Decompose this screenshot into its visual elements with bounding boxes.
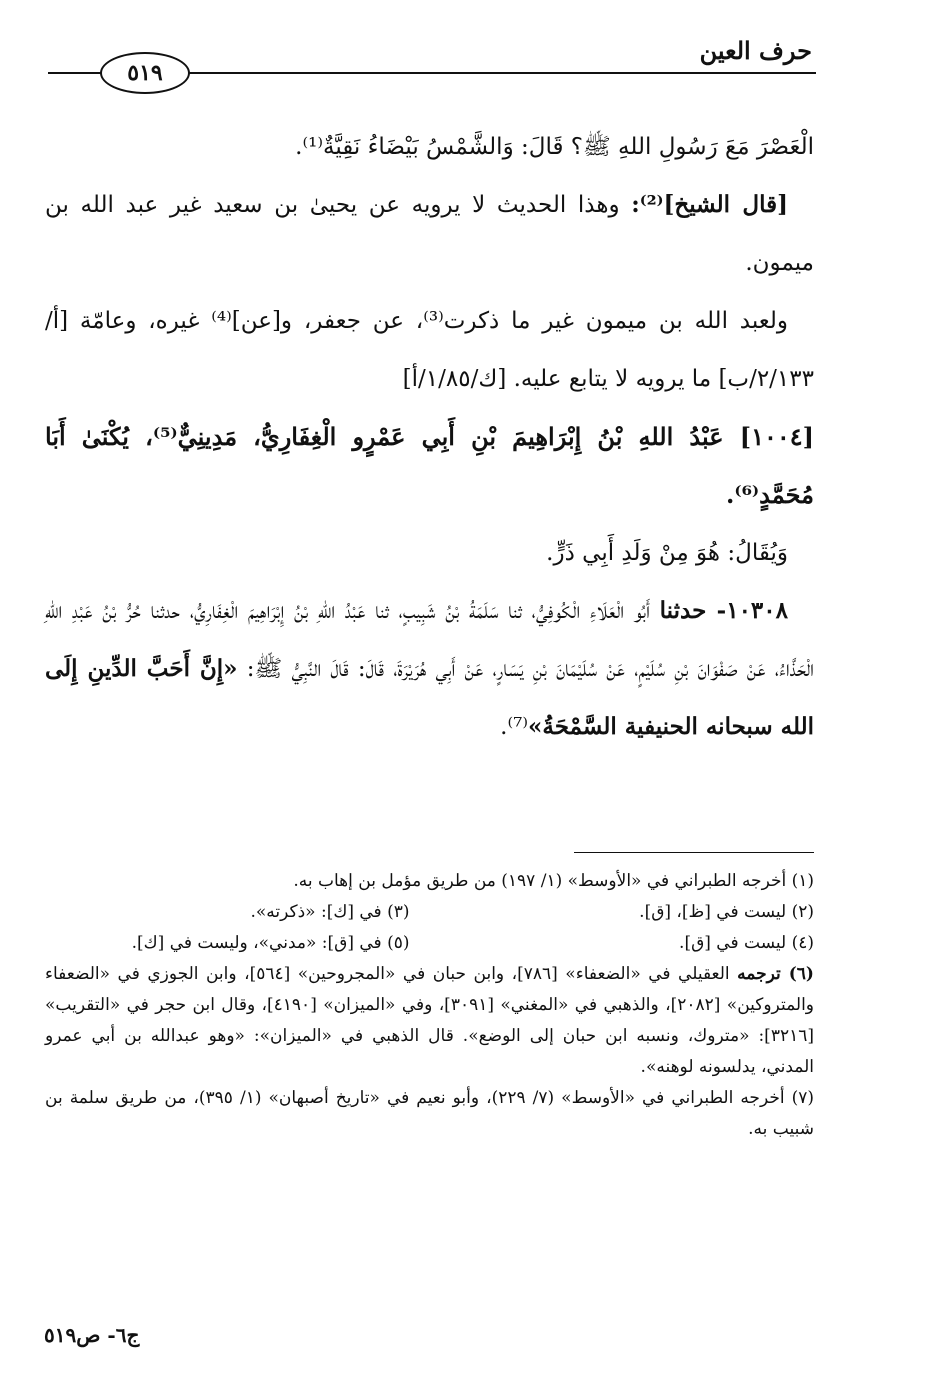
hadith-number: ١٠٣٠٨- حدثنا bbox=[659, 597, 788, 624]
page-number-badge bbox=[100, 52, 190, 94]
hadith-end: ⁽⁷⁾. bbox=[500, 714, 529, 740]
footnotes bbox=[45, 866, 814, 1145]
paragraph-4: وَيُقَالُ: هُوَ مِنْ وَلَدِ أَبِي ذَرٍّ. bbox=[546, 540, 788, 566]
footnote-2: (٢) ليست في [ظ]، [ق]. bbox=[639, 902, 814, 922]
volume-page-mark: ج٦- ص٥١٩ bbox=[44, 1323, 140, 1347]
footnote-3: (٣) في [ك]: «ذكرته». bbox=[250, 902, 410, 922]
paragraph-3: ولعبد الله بن ميمون غير ما ذكرت⁽³⁾، عن جعفر، و[عن]⁽⁴⁾ غيره، وعامّة [أ/٢/١٣٣/ب] ما يرويه لا يتابع عليه. [ك/١/٨٥/أ] bbox=[45, 308, 814, 392]
footnote-7: (٧) أخرجه الطبراني في «الأوسط» (٧/ ٢٢٩)، وأبو نعيم في «تاريخ أصبهان» (١/ ٣٩٥)، من طريق سلمة بن شبيب به. bbox=[45, 1088, 814, 1139]
footnote-row-2-3 bbox=[45, 897, 814, 928]
main-text bbox=[45, 118, 814, 756]
footnote-6-label: (٦) ترجمه bbox=[737, 964, 814, 984]
entry-heading: [١٠٠٤] عَبْدُ اللهِ بْنُ إِبْرَاهِيمَ بْنِ أَبِي عَمْرٍو الْغِفَارِيُّ، مَدِينِيٌّ⁽⁵⁾، يُكْنَىٰ أَبَا مُحَمَّدٍ⁽⁶⁾. bbox=[45, 422, 814, 509]
footnote-row-4-5 bbox=[45, 928, 814, 959]
footnote-1: (١) أخرجه الطبراني في «الأوسط» (١/ ١٩٧) من طريق مؤمل بن إهاب به. bbox=[293, 871, 814, 891]
footnote-6 bbox=[45, 959, 814, 1083]
hadith-chain: أَبُو الْعَلَاءِ الْكُوفِيُّ، ثنا سَلَمَةُ بْنُ شَبِيبٍ، ثنا عَبْدُ اللهِ بْنُ إِبْرَاهِيمَ الْغِفَارِيُّ، حدثنا حُرُّ بْنُ عَبْدِ اللهِ الْحَذَّاءُ، عَنْ صَفْوَانَ بْنِ سُلَيْمٍ، عَنْ سُلَيْمَانَ بْنِ يَسَارٍ، عَنْ أَبِي هُرَيْرَةَ، قَالَ: قَالَ النَّبِيُّ ﷺ: bbox=[45, 598, 814, 682]
hadith-paragraph bbox=[45, 582, 814, 756]
paragraph-1: الْعَصْرَ مَعَ رَسُولِ اللهِ ﷺ؟ قَالَ: وَالشَّمْسُ بَيْضَاءُ نَقِيَّةٌ⁽¹⁾. bbox=[295, 134, 814, 160]
page-number: ٥١٩ bbox=[127, 60, 163, 86]
sheikh-label: [قال الشيخ]⁽²⁾: bbox=[631, 191, 789, 218]
paragraph-2-text: وهذا الحديث لا يرويه عن يحيىٰ بن سعيد غير عبد الله بن ميمون. bbox=[45, 192, 814, 276]
footnote-4: (٤) ليست في [ق]. bbox=[679, 933, 814, 953]
paragraph-2 bbox=[45, 176, 814, 292]
hadith-quote: «إِنَّ أَحَبَّ الدِّينِ إِلَى الله سبحانه الحنيفية السَّمْحَةُ» bbox=[45, 655, 814, 740]
footnote-rule bbox=[574, 852, 814, 853]
footnote-5: (٥) في [ق]: «مدني»، وليست في [ك]. bbox=[131, 933, 410, 953]
footnote-6-text: العقيلي في «الضعفاء» [٧٨٦]، وابن حبان في «المجروحين» [٥٦٤]، وابن الجوزي في «الضعفاء والمتروكين» [٢٠٨٢]، والذهبي في «المغني» [٣٠٩١]، وفي «الميزان» [٤١٩٠]، وقال ابن حجر في «التقريب» [٣٢١٦]: «متروك، ونسبه ابن حبان إلى الوضع». قال الذهبي في «الميزان»: «وهو عبدالله بن أبي عمرو المدني، يدلسونه لوهنه». bbox=[45, 964, 815, 1077]
page-header-title: حرف العين bbox=[699, 36, 812, 65]
